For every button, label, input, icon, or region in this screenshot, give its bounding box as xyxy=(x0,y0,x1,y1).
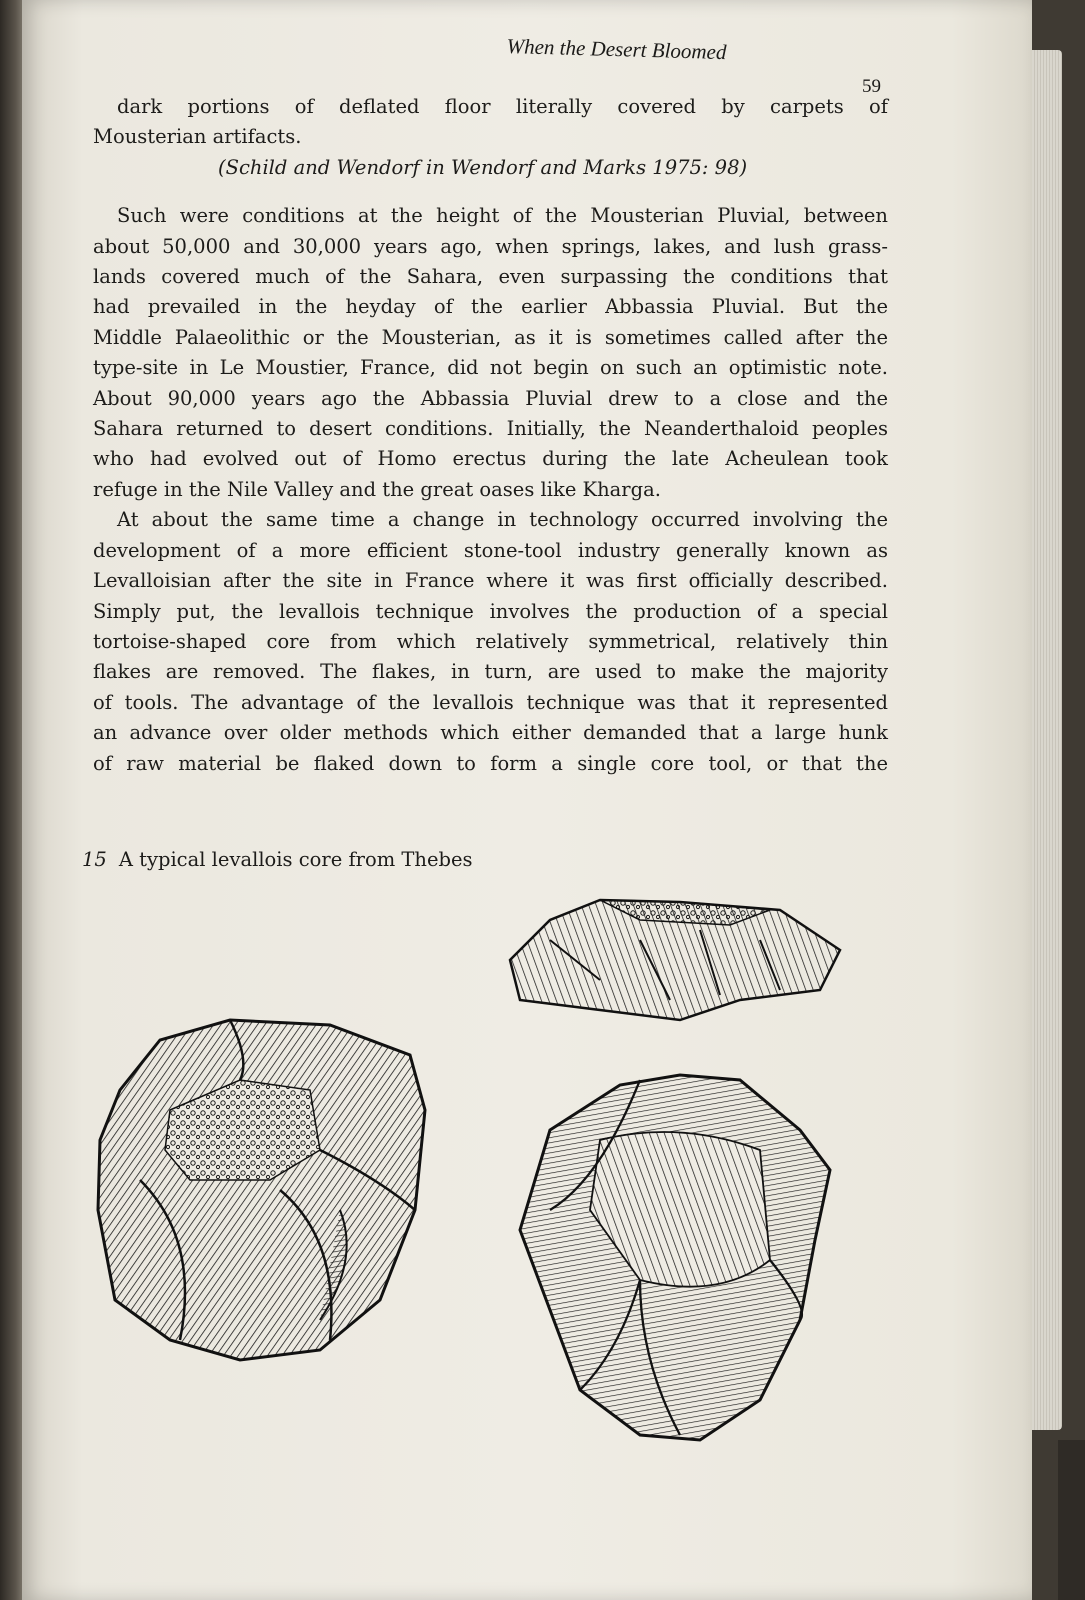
paragraph-line: who had evolved out of Homo erectus during the late Acheulean took xyxy=(93,447,888,471)
figure-number: 15 xyxy=(82,848,107,871)
body-text xyxy=(93,92,888,779)
paragraph-line: type-site in Le Moustier, France, did not begin on such an optimistic note. xyxy=(93,356,888,380)
paragraph-line: of tools. The advantage of the levallois technique was that it represented xyxy=(93,690,888,714)
paragraph-line: About 90,000 years ago the Abbassia Pluvial drew to a close and the xyxy=(93,386,888,410)
quote-citation: (Schild and Wendorf in Wendorf and Marks 1975: 98) xyxy=(218,155,748,179)
paragraph-line: flakes are removed. The flakes, in turn, are used to make the majority xyxy=(93,660,888,684)
paragraph-line: tortoise-shaped core from which relatively symmetrical, relatively thin xyxy=(93,629,888,653)
paragraph-line: had prevailed in the heyday of the earlier Abbassia Pluvial. But the xyxy=(93,295,888,319)
paragraph-line: refuge in the Nile Valley and the great oases like Kharga. xyxy=(93,477,661,501)
paragraph-line: about 50,000 and 30,000 years ago, when springs, lakes, and lush grass- xyxy=(93,234,888,258)
paragraph-line: At about the same time a change in technology occurred involving the xyxy=(117,508,888,532)
paragraph-line: Levalloisian after the site in France where it was first officially described. xyxy=(93,569,888,593)
paragraph-line: Sahara returned to desert conditions. Initially, the Neanderthaloid peoples xyxy=(93,417,888,441)
core-side-view xyxy=(510,900,840,1020)
figure-caption xyxy=(82,848,473,871)
running-head: When the Desert Bloomed xyxy=(506,34,727,65)
quote-line: dark portions of deflated floor literally covered by carpets of xyxy=(117,95,888,118)
paragraph-line: lands covered much of the Sahara, even surpassing the conditions that xyxy=(93,265,888,289)
figure-caption-text: A typical levallois core from Thebes xyxy=(118,848,473,871)
page-edges xyxy=(1032,50,1062,1430)
core-plan-view xyxy=(98,1020,425,1360)
paragraph-line: an advance over older methods which either demanded that a large hunk xyxy=(93,721,888,745)
paragraph-line: Middle Palaeolithic or the Mousterian, as it is sometimes called after the xyxy=(93,325,888,349)
background-corner xyxy=(1058,1440,1085,1600)
paragraph-line: Such were conditions at the height of the Mousterian Pluvial, between xyxy=(117,204,888,228)
quote-line: Mousterian artifacts. xyxy=(93,125,302,149)
page-number: 59 xyxy=(862,76,881,97)
levallois-core-illustration xyxy=(80,880,870,1470)
paragraph-line: Simply put, the levallois technique involves the production of a special xyxy=(93,599,888,623)
paragraph-line: development of a more efficient stone-tool industry generally known as xyxy=(93,538,888,562)
core-second-view xyxy=(520,1075,830,1440)
paragraph-line: of raw material be flaked down to form a single core tool, or that the xyxy=(93,751,888,775)
